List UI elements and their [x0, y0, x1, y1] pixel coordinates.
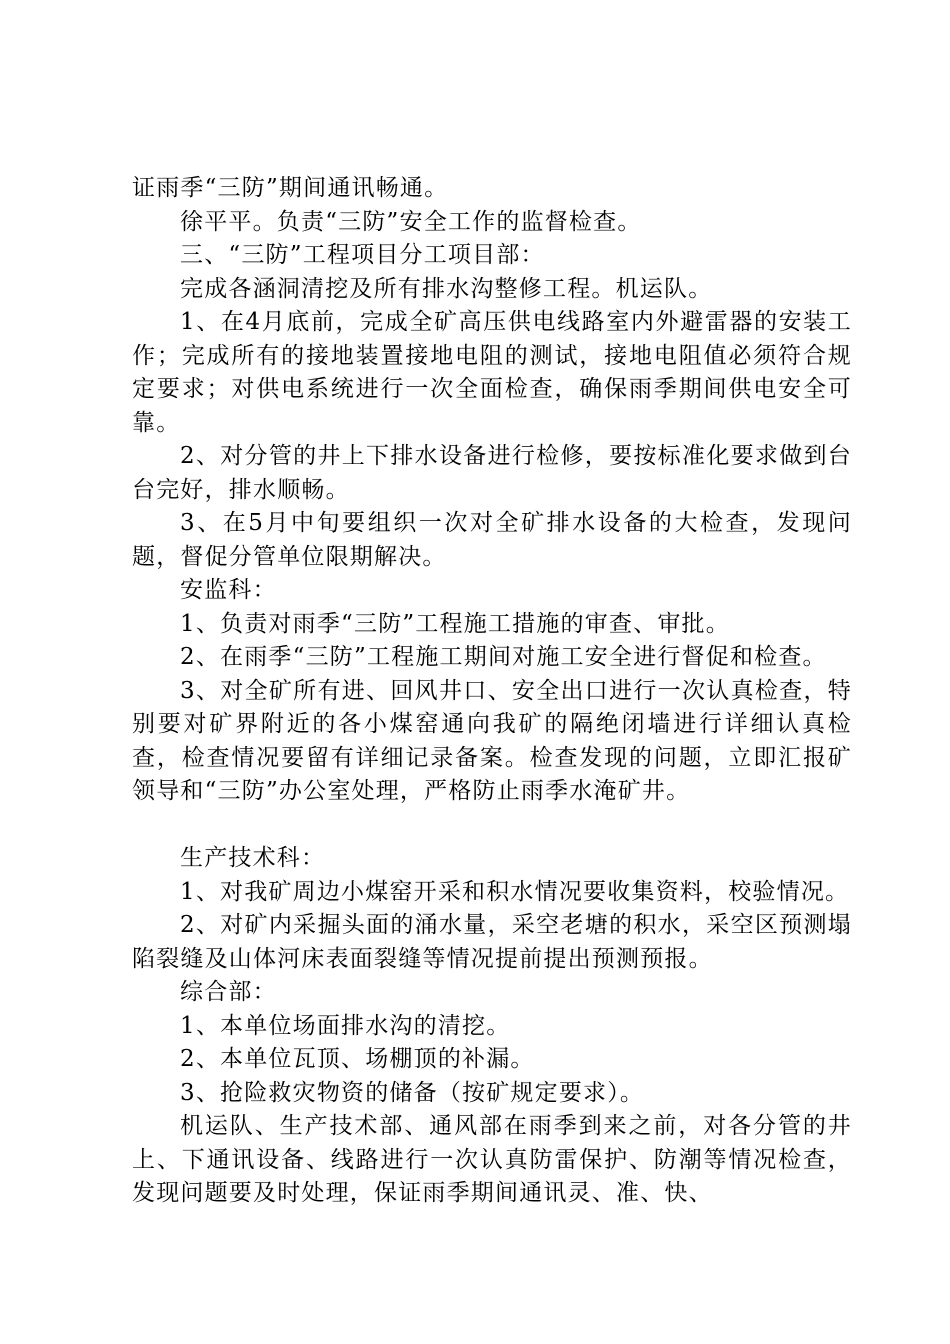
list-item: 1、本单位场面排水沟的清挖。: [180, 1012, 511, 1039]
list-item: 1、对我矿周边小煤窑开采和积水情况要收集资料，校验情况。: [180, 878, 850, 905]
department-heading: 安监科：: [180, 577, 277, 603]
paragraph: 完成各涵洞清挖及所有排水沟整修工程。机运队。: [180, 275, 713, 302]
list-item: 2、对分管的井上下排水设备进行检修，要按标准化要求做到台台完好，排水顺畅。: [132, 443, 852, 503]
paragraph-continuation: 证雨季“三防”期间通讯畅通。: [132, 175, 449, 201]
list-item: 1、在4月底前，完成全矿高压供电线路室内外避雷器的安装工作；完成所有的接地装置接地电阻的测试，接地电阻值必须符合规定要求；对供电系统进行一次全面检查，确保雨季期间供电安全可靠。: [132, 309, 852, 436]
list-item: 2、本单位瓦顶、场棚顶的补漏。: [180, 1046, 535, 1072]
list-item: 2、对矿内采掘头面的涌水量，采空老塘的积水，采空区预测塌陷裂缝及山体河床表面裂缝等情况提前提出预测预报。: [132, 912, 852, 972]
department-heading: 生产技术科：: [180, 845, 326, 871]
paragraph: 机运队、生产技术部、通风部在雨季到来之前，对各分管的井上、下通讯设备、线路进行一次认真防雷保护、防潮等情况检查，发现问题要及时处理，保证雨季期间通讯灵、准、快、: [132, 1113, 852, 1206]
department-heading: 综合部：: [180, 979, 277, 1005]
list-item: 1、负责对雨季“三防”工程施工措施的审查、审批。: [180, 610, 730, 637]
section-heading: 三、“三防”工程项目分工项目部：: [180, 242, 545, 268]
list-item: 3、抢险救灾物资的储备（按矿规定要求）。: [180, 1079, 645, 1106]
document-body: [132, 172, 852, 1211]
paragraph: 徐平平。负责“三防”安全工作的监督检查。: [180, 208, 642, 235]
list-item: 3、对全矿所有进、回风井口、安全出口进行一次认真检查，特别要对矿界附近的各小煤窑通向我矿的隔绝闭墙进行详细认真检查，检查情况要留有详细记录备案。检查发现的问题，立即汇报矿领导和“三防”办公室处理，严格防止雨季水淹矿井。: [132, 677, 852, 804]
list-item: 2、在雨季“三防”工程施工期间对施工安全进行督促和检查。: [180, 644, 827, 670]
list-item: 3、在5月中旬要组织一次对全矿排水设备的大检查，发现问题，督促分管单位限期解决。: [132, 510, 852, 570]
